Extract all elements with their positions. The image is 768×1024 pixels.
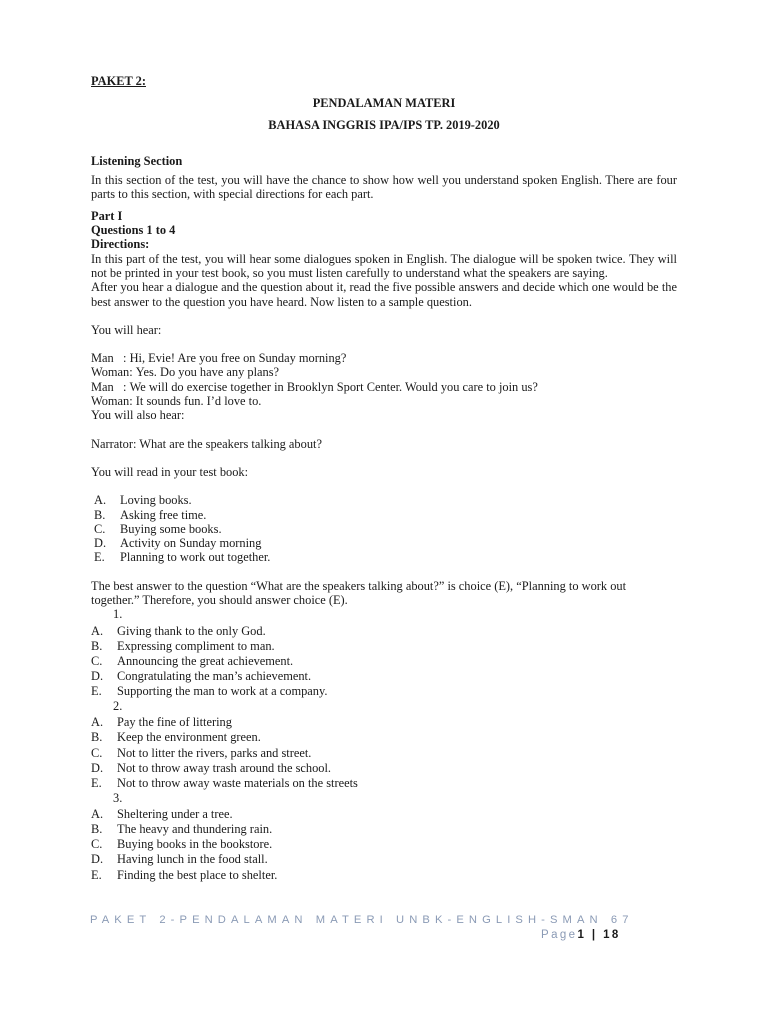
option-item	[91, 746, 677, 760]
dialogue-speaker: Woman	[91, 394, 130, 409]
option-letter: C.	[91, 837, 103, 852]
option-text: Giving thank to the only God.	[117, 623, 266, 638]
option-text: Planning to work out together.	[120, 550, 271, 565]
listening-intro: In this section of the test, you will have the chance to show how well you understand spoken English. There are four parts to this section, with special directions for each part.	[91, 173, 677, 202]
dialogue-text: Yes. Do you have any plans?	[135, 365, 280, 380]
option-text: Supporting the man to work at a company.	[117, 683, 328, 698]
option-item	[91, 837, 677, 851]
dialogue-line	[91, 394, 677, 408]
option-letter: D.	[91, 760, 104, 775]
option-letter: B.	[91, 822, 103, 837]
dialogue-text: It sounds fun. I’d love to.	[135, 394, 262, 409]
part-heading: Part I	[91, 208, 123, 223]
option-item	[91, 684, 677, 698]
option-item	[91, 654, 677, 668]
option-text: Finding the best place to shelter.	[117, 867, 278, 882]
option-item	[91, 852, 677, 866]
option-text: Not to throw away waste materials on the streets	[117, 775, 358, 790]
directions-label: Directions:	[91, 237, 150, 252]
option-letter: C.	[94, 521, 106, 536]
option-item	[91, 807, 677, 821]
option-text: Asking free time.	[120, 507, 207, 522]
best-answer-paragraph: The best answer to the question “What are the speakers talking about?” is choice (E), “Planning to work out together.” Therefore, you should answer choice (E).	[91, 578, 627, 608]
dialogue-line	[91, 351, 677, 365]
option-text: Having lunch in the food stall.	[117, 852, 268, 867]
option-letter: B.	[91, 730, 103, 745]
directions-paragraph-2: After you hear a dialogue and the question about it, read the five possible answers and decide which one would be the best answer to the question you have heard. Now listen to a sample question.	[91, 280, 677, 309]
option-item	[94, 508, 677, 522]
document-title: PENDALAMAN MATERI	[312, 96, 456, 111]
dialogue-speaker: Man	[91, 351, 114, 366]
page-footer: PAKET 2-PENDALAMAN MATERI UNBK-ENGLISH-SMAN 67	[90, 914, 634, 926]
you-will-hear: You will hear:	[91, 322, 162, 337]
option-letter: D.	[91, 668, 104, 683]
option-letter: D.	[91, 852, 104, 867]
option-text: Announcing the great achievement.	[117, 653, 294, 668]
listening-heading: Listening Section	[91, 153, 183, 168]
option-item	[91, 822, 677, 836]
option-text: Expressing compliment to man.	[117, 638, 275, 653]
dialogue-separator: :	[113, 379, 130, 394]
option-text: Not to litter the rivers, parks and street.	[117, 745, 312, 760]
option-letter: A.	[91, 715, 104, 730]
question-number: 2.	[113, 699, 123, 714]
option-item	[91, 776, 677, 790]
option-letter: D.	[94, 536, 107, 551]
option-item	[91, 624, 677, 638]
dialogue-line	[91, 365, 677, 379]
question-options	[91, 624, 677, 699]
option-text: Sheltering under a tree.	[117, 807, 233, 822]
option-letter: E.	[91, 683, 102, 698]
option-item	[91, 669, 677, 683]
option-letter: E.	[94, 550, 105, 565]
option-item	[94, 493, 677, 507]
dialogue-text: We will do exercise together in Brooklyn Sport Center. Would you care to join us?	[129, 379, 538, 394]
option-letter: C.	[91, 745, 103, 760]
question-options	[91, 715, 677, 790]
dialogue-text: Hi, Evie! Are you free on Sunday morning?	[129, 351, 347, 366]
sample-dialogue	[91, 351, 677, 422]
page-count: 1 | 18	[577, 929, 621, 941]
dialogue-separator: :	[129, 394, 136, 409]
option-text: Buying some books.	[120, 521, 222, 536]
option-text: Loving books.	[120, 493, 192, 508]
you-will-also-hear: You will also hear:	[91, 408, 185, 423]
document-page	[91, 72, 677, 883]
option-letter: A.	[91, 623, 104, 638]
page-number	[541, 928, 621, 942]
sample-options	[91, 493, 677, 564]
option-text: Not to throw away trash around the school.	[117, 760, 332, 775]
option-text: Pay the fine of littering	[117, 715, 232, 730]
questions-range: Questions 1 to 4	[91, 223, 176, 238]
option-text: Activity on Sunday morning	[120, 536, 262, 551]
dialogue-speaker: Woman	[91, 365, 130, 380]
option-item	[91, 715, 677, 729]
option-item	[91, 868, 677, 882]
option-text: The heavy and thundering rain.	[117, 822, 273, 837]
option-letter: C.	[91, 653, 103, 668]
dialogue-separator: :	[113, 351, 130, 366]
dialogue-separator: :	[129, 365, 136, 380]
page-label: Page	[541, 929, 578, 941]
option-item	[91, 730, 677, 744]
paket-label: PAKET 2:	[91, 74, 146, 88]
option-letter: A.	[94, 493, 107, 508]
option-letter: B.	[94, 507, 106, 522]
option-text: Congratulating the man’s achievement.	[117, 668, 312, 683]
option-letter: B.	[91, 638, 103, 653]
you-will-read: You will read in your test book:	[91, 464, 249, 479]
option-text: Buying books in the bookstore.	[117, 837, 273, 852]
question-options	[91, 807, 677, 882]
directions-paragraph-1: In this part of the test, you will hear some dialogues spoken in English. The dialogue will be spoken twice. They will not be printed in your test book, so you must listen carefully to understand what the speakers are saying.	[91, 251, 677, 280]
option-text: Keep the environment green.	[117, 730, 261, 745]
narrator-line: Narrator: What are the speakers talking about?	[91, 436, 322, 451]
option-letter: E.	[91, 867, 102, 882]
option-item	[94, 550, 677, 564]
option-item	[91, 761, 677, 775]
option-letter: A.	[91, 807, 104, 822]
document-subtitle: BAHASA INGGRIS IPA/IPS TP. 2019-2020	[268, 117, 500, 132]
dialogue-line	[91, 380, 677, 394]
question-number: 3.	[113, 790, 123, 805]
option-item	[94, 522, 677, 536]
option-item	[91, 639, 677, 653]
option-item	[94, 536, 677, 550]
dialogue-speaker: Man	[91, 379, 114, 394]
option-letter: E.	[91, 775, 102, 790]
question-number: 1.	[113, 607, 123, 622]
